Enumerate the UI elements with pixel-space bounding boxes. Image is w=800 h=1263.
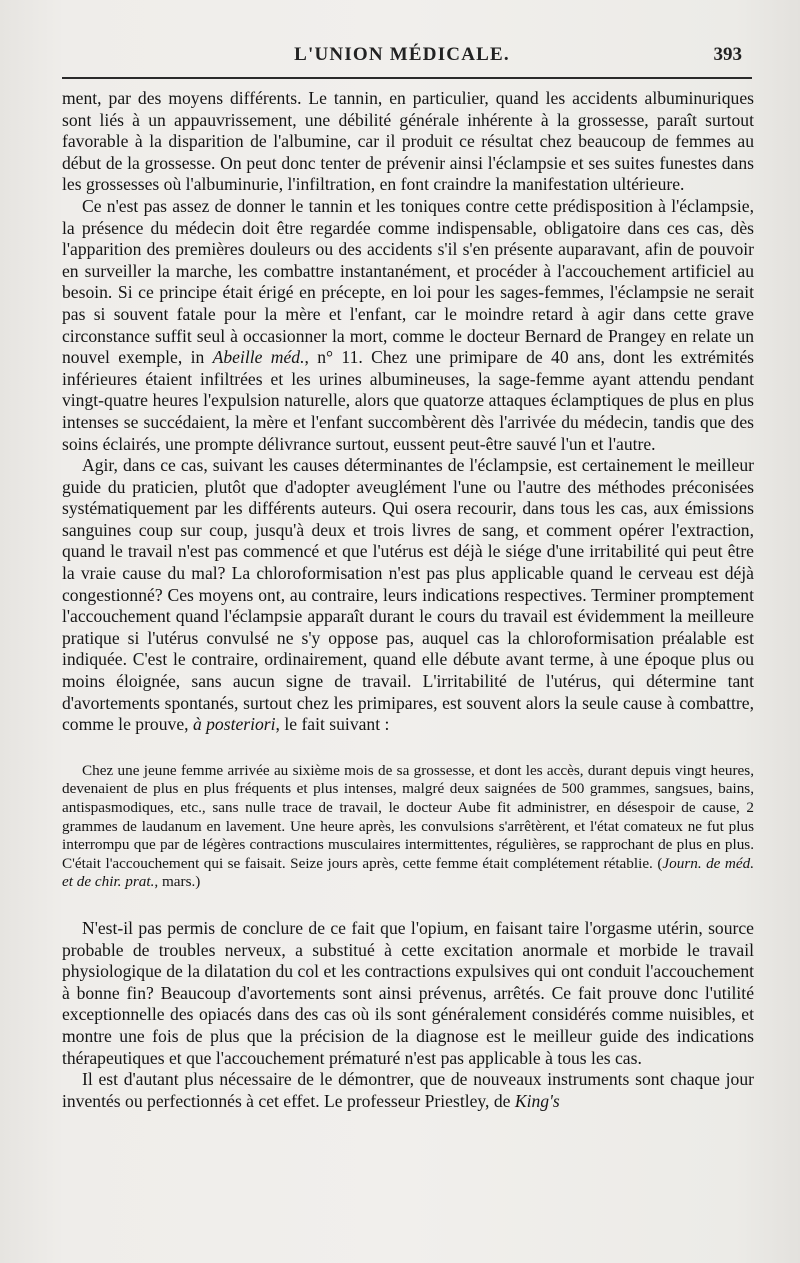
paragraph-5-text-before: Il est d'autant plus nécessaire de le démontrer, que de nouveaux instruments sont chaque jour inventés ou perfectionnés à cet effet. Le professeur Priestley, de (62, 1069, 754, 1111)
paragraph-2-text-after: , n° 11. Chez une primipare de 40 ans, dont les extrémités inférieures étaient infiltrées et les urines albumineuses, la sage-femme ayant attendu pendant vingt-quatre heures l'expulsion naturelle, alors que quatorze attaques éclamptiques de plus en plus intenses se succédaient, la mère et l'enfant succombèrent dès l'arrivée du médecin, tandis que des soins éclairés, une prompte délivrance surtout, eussent peut-être sauvé l'un et l'autre. (62, 347, 754, 454)
paragraph-4-text: N'est-il pas permis de conclure de ce fait que l'opium, en faisant taire l'orgasme utérin, source probable de troubles nerveux, a substitué à cette excitation anormale et morbide le travail physiologique de la dilatation du col et les contractions expulsives qui ont conduit l'accouchement à bonne fin? Beaucoup d'avortements sont ainsi prévenus, arrêtés. Ce fait prouve donc l'utilité exceptionnelle des opiacés dans des cas où ils sont généralement considérés comme nuisibles, et montre une fois de plus que la précision de la diagnose est le meilleur guide des indications thérapeutiques et que l'accouchement prématuré n'est pas applicable à tous les cas. (62, 917, 754, 1068)
running-title: L'UNION MÉDICALE. (294, 44, 510, 65)
quote-text-after: , mars.) (154, 873, 201, 891)
paragraph-3-text-before: Agir, dans ce cas, suivant les causes déterminantes de l'éclampsie, est certainement le meilleur guide du praticien, plutôt que d'adopter aveuglément l'une ou l'autre des méthodes préconisées systématiquement par les différents auteurs. Qui osera recourir, dans tous les cas, aux émissions sanguines coup sur coup, jusqu'à deux et trois livres de sang, et comment opérer l'extraction, quand le travail n'est pas commencé et que l'utérus est déjà le siége d'une irritabilité qui peut être la vraie cause du mal? La chloroformisation n'est pas plus applicable quand le cerveau est déjà congestionné? Ces moyens ont, au contraire, leurs indications respectives. Terminer promptement l'accouchement quand l'éclampsie apparaît durant le cours du travail est évidemment la meilleure pratique si l'utérus convulsé ne s'y oppose pas, auquel cas la chloroformisation préalable est indiquée. C'est le contraire, ordinairement, quand elle débute avant terme, à une époque plus ou moins éloignée, sans aucun signe de travail. L'irritabilité de l'utérus, qui détermine tant d'avortements spontanés, surtout chez les primipares, est souvent alors la seule cause à combattre, comme le prouve, (62, 455, 754, 735)
paragraph-3 (62, 455, 754, 736)
paragraph-1 (62, 88, 754, 196)
paragraph-5 (62, 1069, 754, 1112)
spacer (62, 736, 754, 756)
quote-text-before: Chez une jeune femme arrivée au sixième mois de sa grossesse, et dont les accès, durant depuis vingt heures, devenaient de plus en plus fréquents et plus intenses, malgré deux saignées de 500 grammes, sangsues, bains, antispasmodiques, etc., sans nulle trace de travail, le docteur Aube fit administrer, en désespoir de cause, 2 grammes de laudanum en lavement. Une heure après, les convulsions s'arrêtèrent, et l'état comateux ne fut plus interrompu que par de légères contractions musculaires intermittentes, régulières, se rapprochant de plus en plus. C'était l'accouchement qui se faisait. Seize jours après, cette femme était complétement rétablie. ( (62, 761, 754, 872)
paragraph-3-italic: à posteriori (192, 714, 276, 735)
spacer (62, 898, 754, 918)
body-text (62, 88, 754, 1112)
paragraph-5-italic: King's (514, 1090, 560, 1111)
case-report-quote (62, 762, 754, 892)
paragraph-2-source: Abeille méd. (212, 347, 305, 368)
page-number: 393 (713, 44, 742, 65)
paragraph-2 (62, 196, 754, 455)
paragraph-3-text-after: , le fait suivant : (275, 714, 390, 735)
page-header (62, 44, 742, 74)
header-rule (62, 77, 752, 79)
paragraph-4 (62, 918, 754, 1069)
paragraph-1-text: ment, par des moyens différents. Le tannin, en particulier, quand les accidents albuminuriques sont liés à un appauvrissement, une débilité générale inhérente à la grossesse, paraît surtout favorable à la disparition de l'albumine, car il produit ce résultat chez beaucoup de femmes au début de la grossesse. On peut donc tenter de prévenir ainsi l'éclampsie et ses suites funestes dans les grossesses où l'albuminurie, l'infiltration, en font craindre la manifestation ultérieure. (62, 88, 754, 195)
paragraph-2-text-before: Ce n'est pas assez de donner le tannin et les toniques contre cette prédisposition à l'éclampsie, la présence du médecin doit être regardée comme indispensable, obligatoire dans ces cas, dès l'apparition des premières douleurs ou des accidents s'il s'en présente auparavant, afin de pouvoir en surveiller la marche, les combattre instantanément, et procéder à l'accouchement artificiel au besoin. Si ce principe était érigé en précepte, en loi pour les sages-femmes, l'éclampsie ne serait pas si souvent fatale pour la mère et l'enfant, car le moindre retard à agir dans cette grave circonstance suffit seul à occasionner la mort, comme le docteur Bernard de Prangey en relate un nouvel exemple, in (62, 195, 754, 368)
quote-citation: Journ. de méd. et de chir. prat. (62, 854, 754, 891)
